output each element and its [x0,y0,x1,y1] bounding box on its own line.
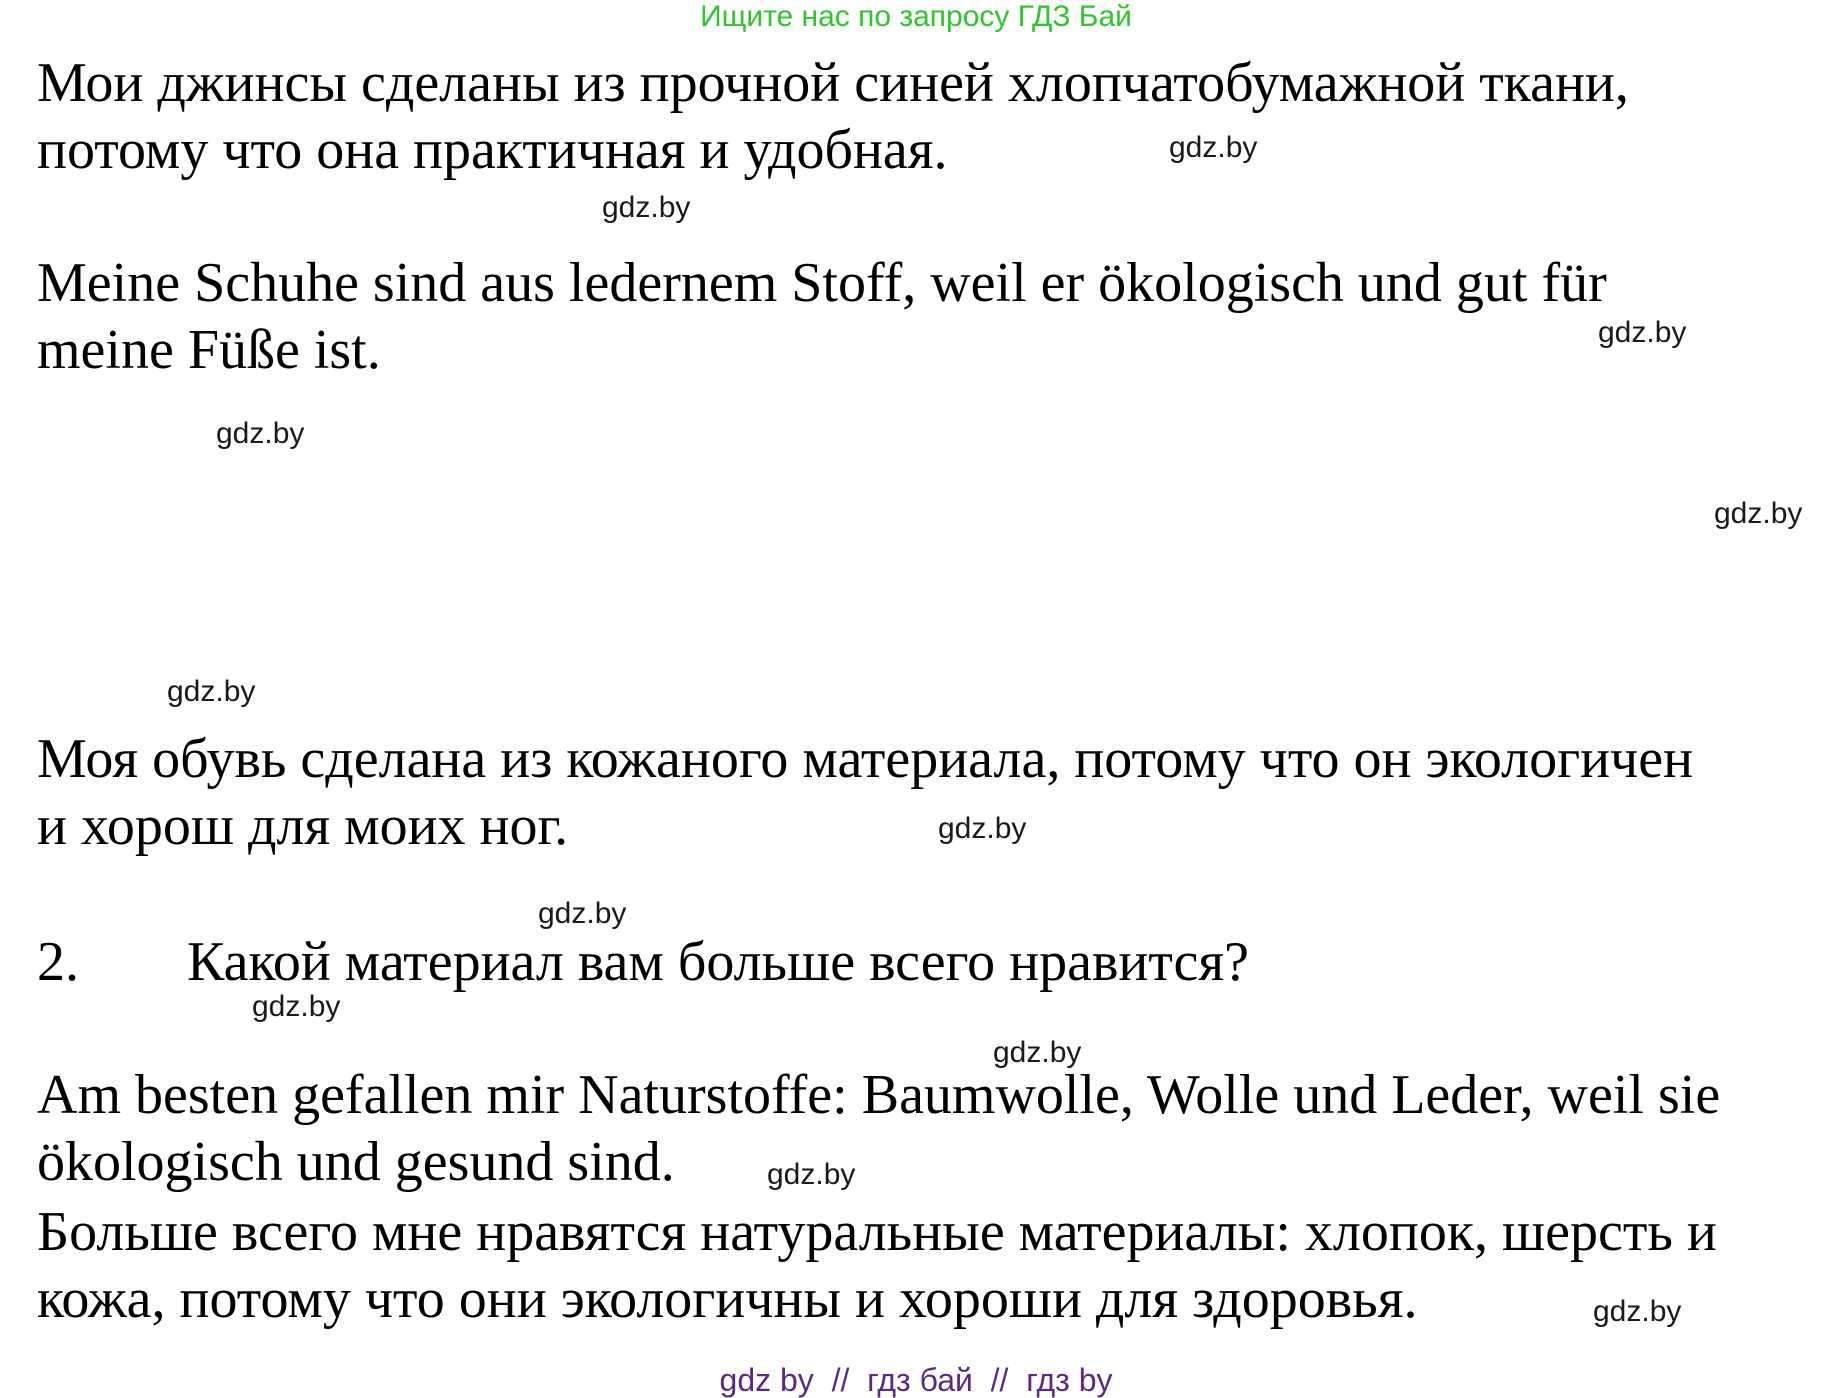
watermark: gdz.by [1598,316,1687,349]
question-number: 2. [37,931,79,993]
paragraph-line: Моя обувь сделана из кожаного материала, потому что он экологичен [37,728,1694,790]
watermark: gdz.by [1714,497,1803,530]
watermark: gdz.by [216,417,305,450]
question-2 [37,929,1249,996]
paragraph-line: meine Füße ist. [37,319,381,381]
watermark: gdz.by [1593,1295,1682,1328]
paragraph-answer-de [37,1062,1720,1196]
paragraph-line: ökologisch und gesund sind. [37,1131,675,1193]
paragraph-line: и хорош для моих ног. [37,795,569,857]
paragraph-line: Meine Schuhe sind aus ledernem Stoff, weil er ökologisch und gut für [37,252,1607,314]
paragraph-shoes-ru [37,726,1693,860]
question-text: Какой материал вам больше всего нравится? [187,931,1250,993]
paragraph-line: кожа, потому что они экологичны и хороши для здоровья. [37,1268,1418,1330]
watermark: gdz.by [993,1036,1082,1069]
watermark: gdz.by [167,675,256,708]
header-search-note: Ищите нас по запросу ГДЗ Бай [700,0,1132,33]
watermark: gdz.by [938,812,1027,845]
watermark: gdz.by [538,897,627,930]
watermark: gdz.by [1169,131,1258,164]
paragraph-jeans-ru [37,50,1629,184]
watermark: gdz.by [767,1158,856,1191]
watermark: gdz.by [602,191,691,224]
paragraph-shoes-de [37,250,1607,384]
paragraph-line: Больше всего мне нравятся натуральные материалы: хлопок, шерсть и [37,1201,1717,1263]
watermark: gdz.by [252,990,341,1023]
paragraph-line: Am besten gefallen mir Naturstoffe: Baumwolle, Wolle und Leder, weil sie [37,1064,1721,1126]
footer-note: gdz by // гдз бай // гдз by [719,1362,1113,1398]
paragraph-line: Мои джинсы сделаны из прочной синей хлопчатобумажной ткани, [37,52,1629,114]
paragraph-answer-ru [37,1199,1717,1333]
paragraph-line: потому что она практичная и удобная. [37,119,948,181]
